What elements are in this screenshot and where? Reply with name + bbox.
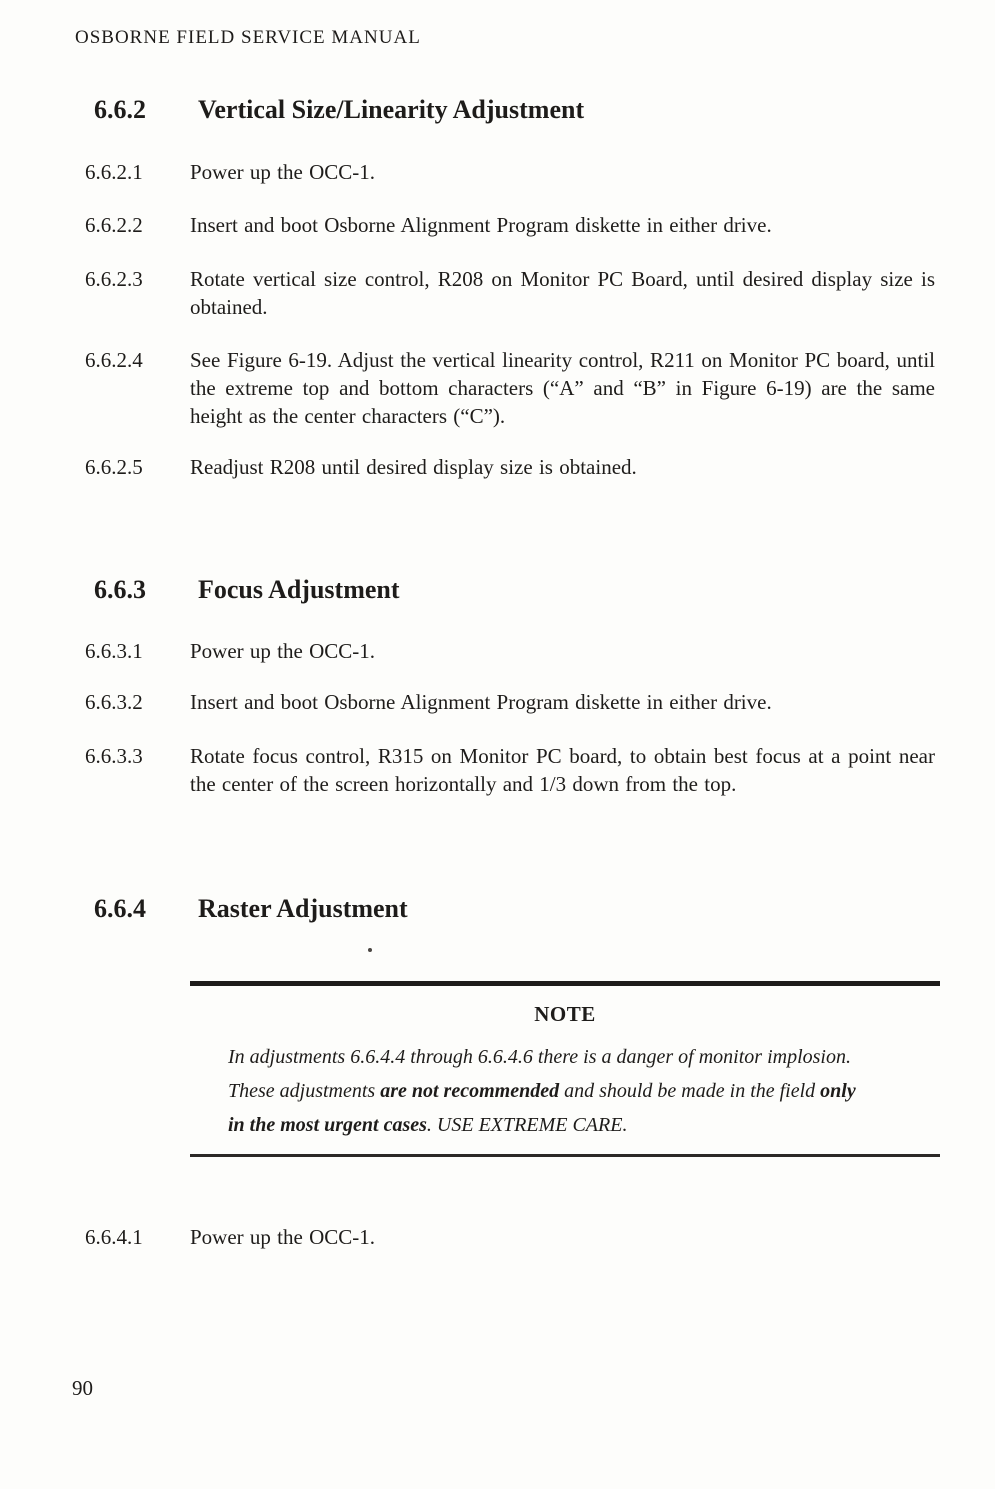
step-6-6-3-2: [85, 688, 935, 716]
page-number: 90: [72, 1376, 93, 1400]
step-6-6-3-3: [85, 742, 935, 798]
step-number: 6.6.3.3: [85, 744, 143, 768]
step-number: 6.6.2.5: [85, 455, 143, 479]
step-6-6-2-4: [85, 346, 935, 430]
step-text: Rotate vertical size control, R208 on Monitor PC Board, until desired display size is obtained.: [190, 267, 935, 319]
note-rule-top: [190, 981, 940, 986]
section-heading-6-6-4: [94, 893, 408, 925]
step-text: Rotate focus control, R315 on Monitor PC board, to obtain best focus at a point near the center of the screen horizontally and 1/3 down from the top.: [190, 744, 935, 796]
section-number: 6.6.2: [94, 95, 146, 124]
step-text: Power up the OCC-1.: [190, 639, 375, 663]
note-text: . USE EXTREME CARE.: [426, 1114, 628, 1136]
step-text: Power up the OCC-1.: [190, 1225, 375, 1249]
running-header: OSBORNE FIELD SERVICE MANUAL: [75, 27, 421, 48]
step-number: 6.6.3.1: [85, 639, 143, 663]
note-text: and should be made in the field: [559, 1080, 821, 1102]
section-title: Vertical Size/Linearity Adjustment: [198, 95, 585, 124]
note-text-bold: are not recommended: [380, 1080, 560, 1102]
step-text: Insert and boot Osborne Alignment Program diskette in either drive.: [190, 213, 772, 237]
step-text: Power up the OCC-1.: [190, 160, 375, 184]
step-6-6-2-1: [85, 158, 935, 186]
section-heading-6-6-2: [94, 94, 584, 126]
step-6-6-2-2: [85, 211, 935, 239]
step-number: 6.6.2.1: [85, 160, 143, 184]
note-text-bold: in the most urgent cases: [228, 1114, 427, 1136]
note-text-bold: only: [820, 1080, 856, 1102]
note-body: [228, 1040, 856, 1142]
step-text: Readjust R208 until desired display size is obtained.: [190, 455, 637, 479]
step-number: 6.6.3.2: [85, 690, 143, 714]
step-number: 6.6.2.3: [85, 267, 143, 291]
step-6-6-3-1: [85, 637, 935, 665]
step-number: 6.6.4.1: [85, 1225, 143, 1249]
section-number: 6.6.3: [94, 575, 146, 604]
step-text: See Figure 6-19. Adjust the vertical linearity control, R211 on Monitor PC board, until the extreme top and bottom characters (“A” and “B” in Figure 6-19) are the same height as the center characters (“C”).: [190, 348, 935, 428]
note-text: In adjustments 6.6.4.4 through 6.6.4.6 there is a danger of monitor implosion.: [228, 1046, 851, 1068]
scan-artifact-dot: [368, 948, 372, 952]
note-line: [228, 1108, 856, 1142]
section-title: Raster Adjustment: [198, 894, 408, 923]
section-heading-6-6-3: [94, 574, 400, 606]
step-6-6-2-5: [85, 453, 935, 481]
step-number: 6.6.2.2: [85, 213, 143, 237]
note-title: NOTE: [534, 1002, 596, 1026]
note-line: [228, 1074, 856, 1108]
note-text: These adjustments: [228, 1080, 381, 1102]
step-6-6-4-1: [85, 1223, 935, 1251]
section-title: Focus Adjustment: [198, 575, 400, 604]
section-number: 6.6.4: [94, 894, 146, 923]
step-6-6-2-3: [85, 265, 935, 321]
note-rule-bottom: [190, 1154, 940, 1157]
note-line: [228, 1040, 856, 1074]
step-text: Insert and boot Osborne Alignment Program diskette in either drive.: [190, 690, 772, 714]
step-number: 6.6.2.4: [85, 348, 143, 372]
